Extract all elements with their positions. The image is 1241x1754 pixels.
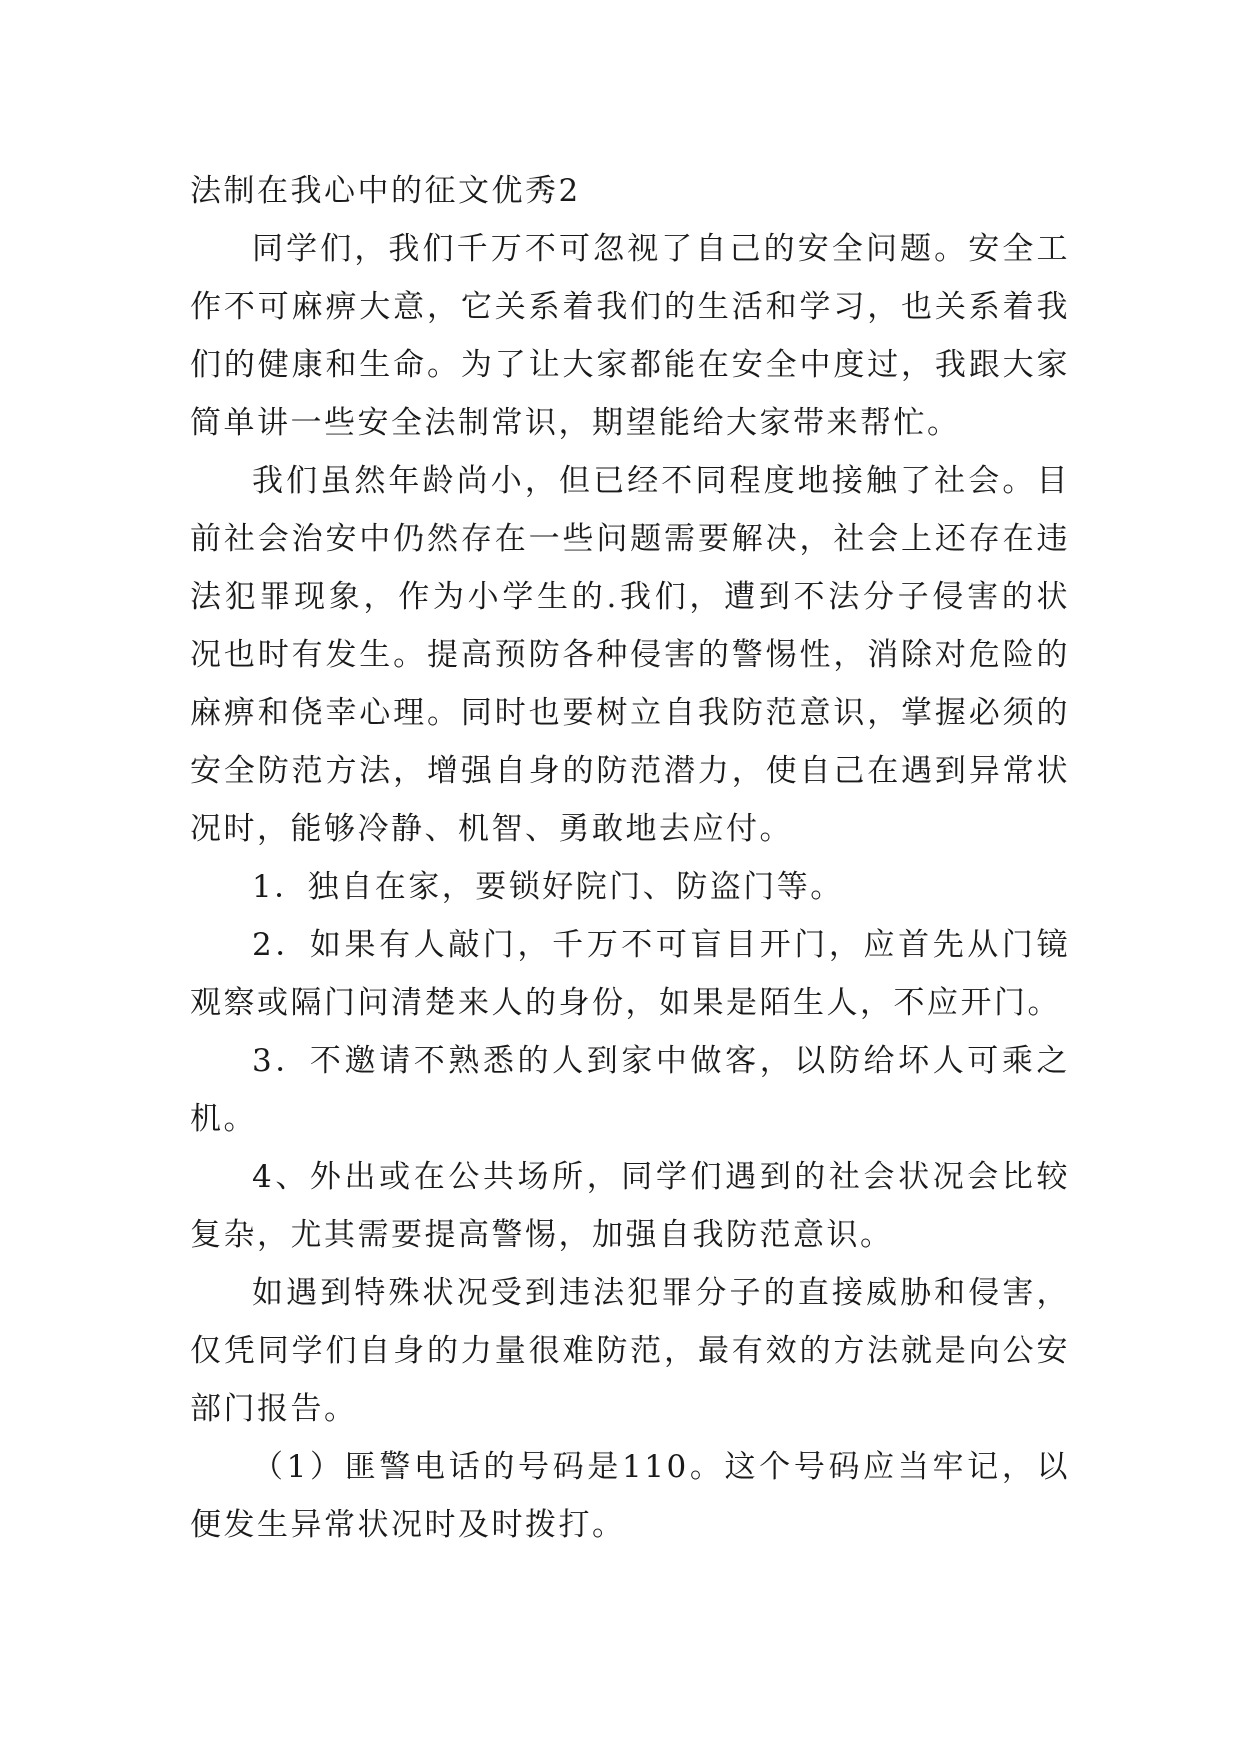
list-item-2: 2．如果有人敲门，千万不可盲目开门，应首先从门镜观察或隔门问清楚来人的身份，如果是陌生人，不应开门。 (190, 927, 1070, 1021)
paragraph-intro: 同学们，我们千万不可忽视了自己的安全问题。安全工作不可麻痹大意，它关系着我们的生活和学习，也关系着我们的健康和生命。为了让大家都能在安全中度过，我跟大家简单讲一些安全法制常识，期望能给大家带来帮忙。 (190, 231, 1070, 441)
document-body (190, 162, 1070, 1554)
list-item-3: 3．不邀请不熟悉的人到家中做客，以防给坏人可乘之机。 (190, 1043, 1070, 1137)
document-title: 法制在我心中的征文优秀2 (190, 173, 581, 209)
list-item-4: 4、外出或在公共场所，同学们遇到的社会状况会比较复杂，尤其需要提高警惕，加强自我防范意识。 (190, 1159, 1070, 1253)
paragraph-social-context: 我们虽然年龄尚小，但已经不同程度地接触了社会。目前社会治安中仍然存在一些问题需要解决，社会上还存在违法犯罪现象，作为小学生的.我们，遭到不法分子侵害的状况也时有发生。提高预防各种侵害的警惕性，消除对危险的麻痹和侥幸心理。同时也要树立自我防范意识，掌握必须的安全防范方法，增强自身的防范潜力，使自己在遇到异常状况时，能够冷静、机智、勇敢地去应付。 (190, 463, 1070, 847)
paragraph-emergency-number: （1）匪警电话的号码是110。这个号码应当牢记，以便发生异常状况时及时拨打。 (190, 1449, 1070, 1543)
paragraph-report-police: 如遇到特殊状况受到违法犯罪分子的直接威胁和侵害，仅凭同学们自身的力量很难防范，最有效的方法就是向公安部门报告。 (190, 1275, 1070, 1427)
list-item-1: 1．独自在家，要锁好院门、防盗门等。 (252, 869, 844, 905)
